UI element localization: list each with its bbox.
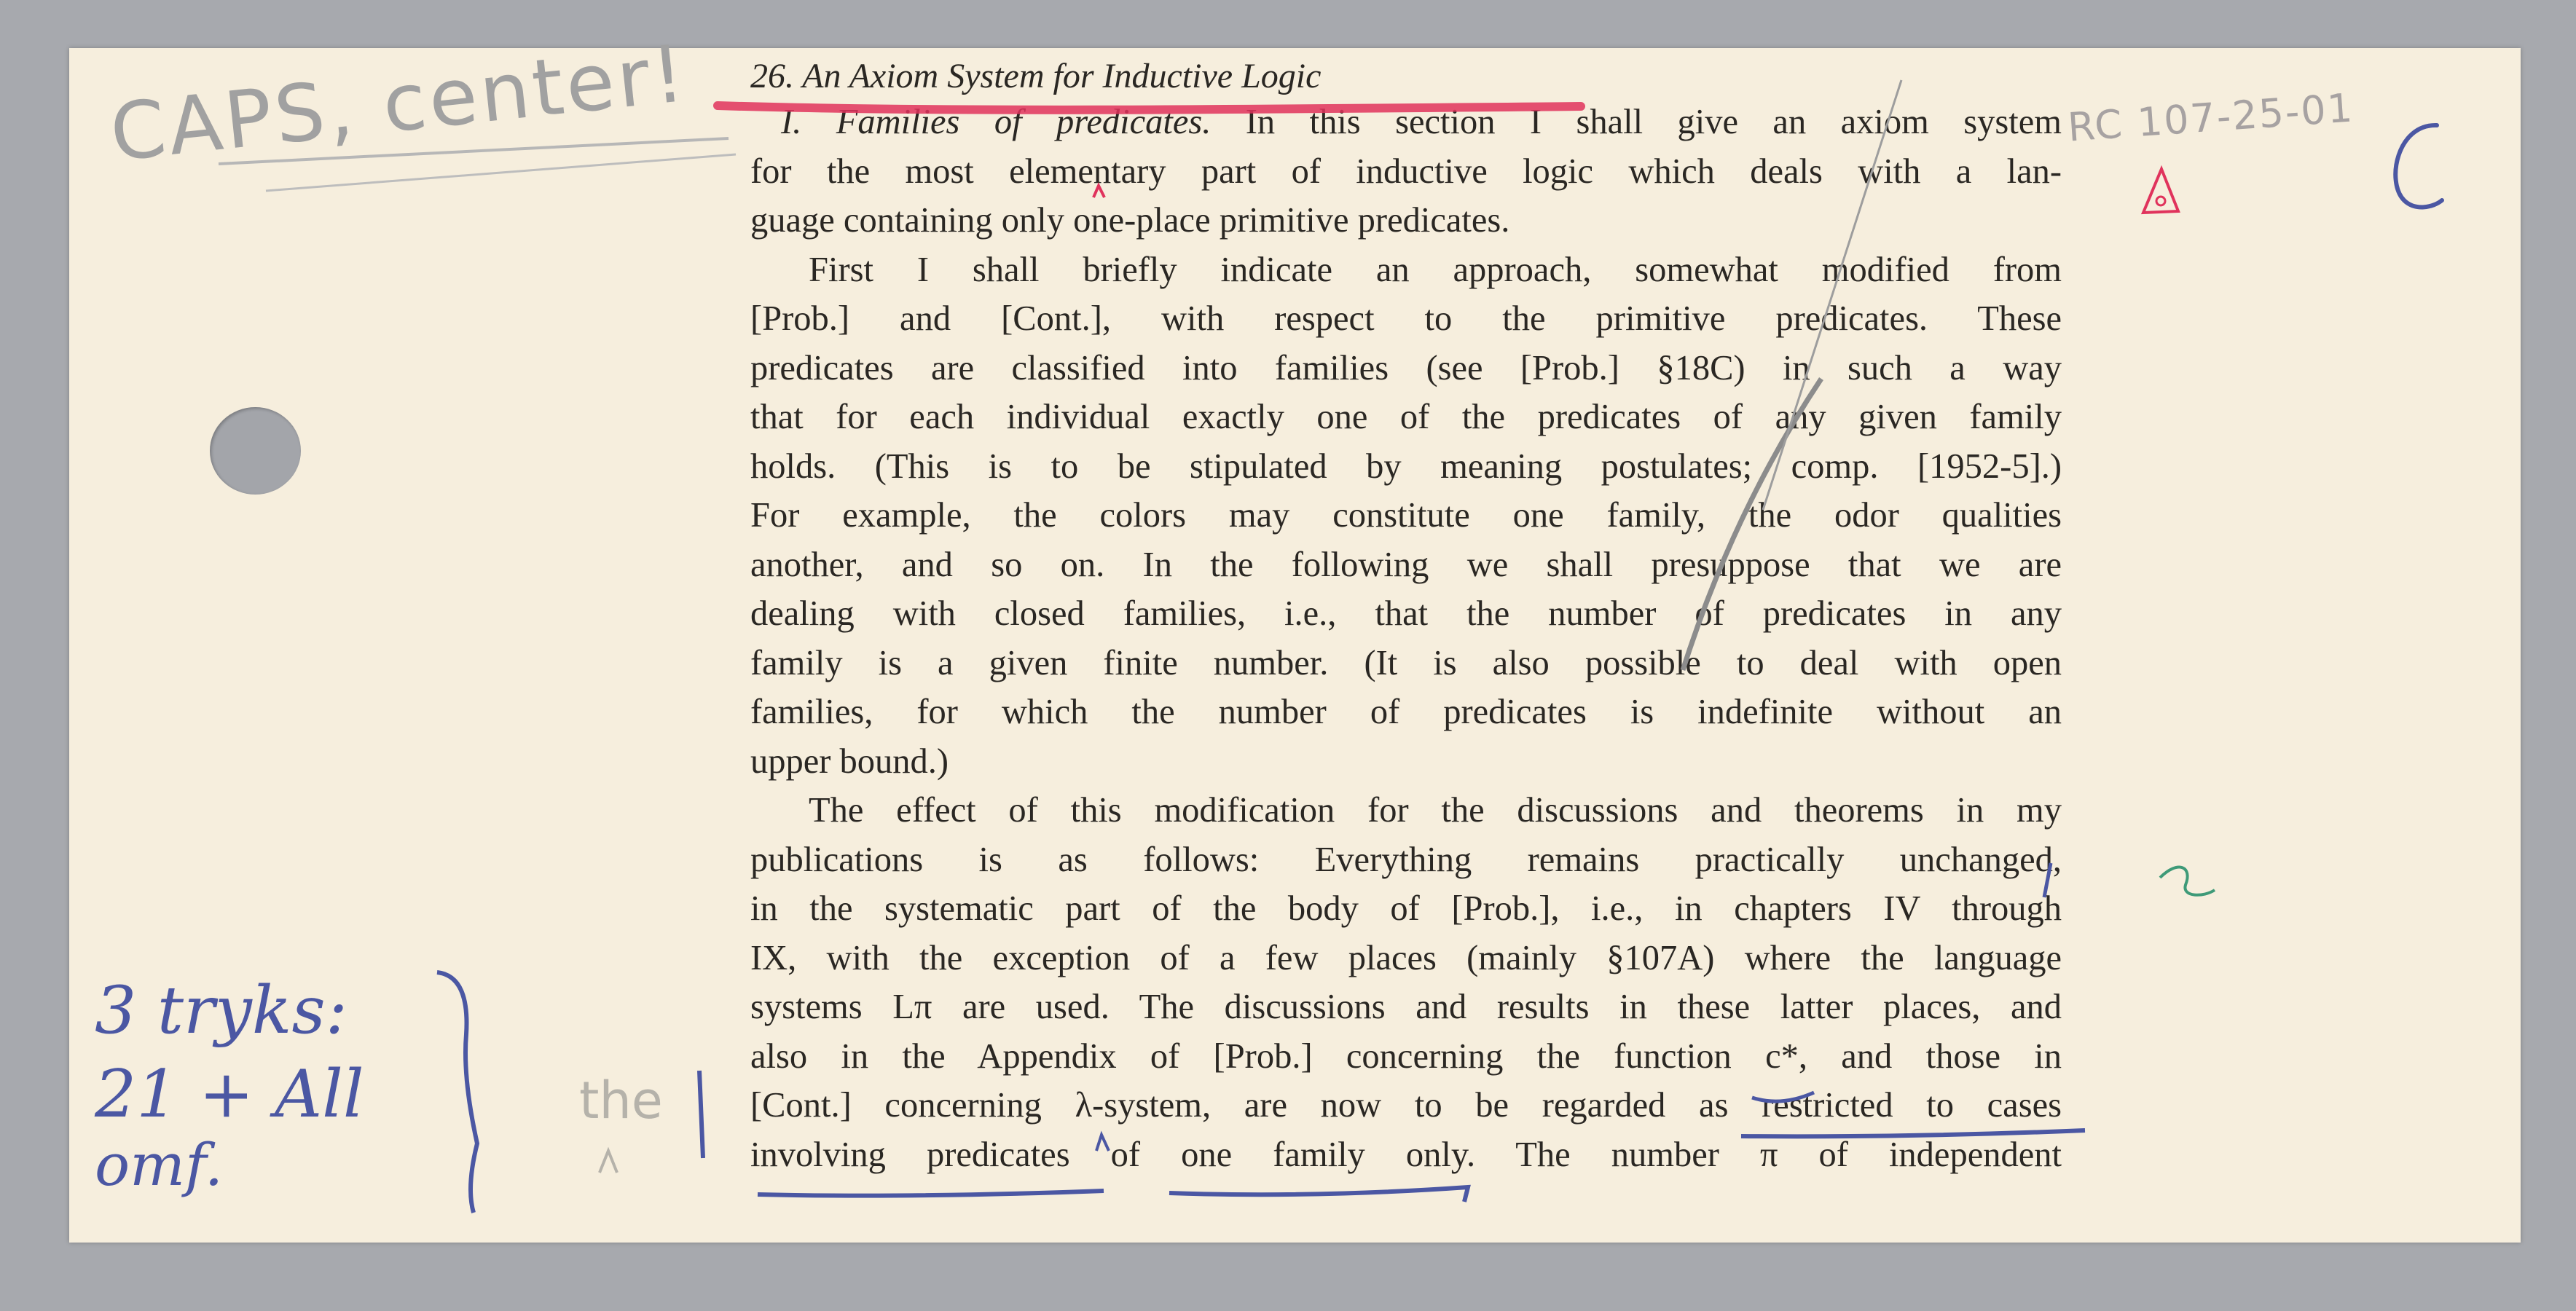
- catalog-number-pencil: RC 107-25-01: [2066, 84, 2355, 151]
- text-line: systems Lπ are used. The discussions and results in these latter places, and: [750, 988, 2062, 1026]
- text-line: IX, with the exception of a few places (mainly §107A) where the language: [750, 938, 2062, 977]
- blue-margin-note-line: 21 + All: [95, 1056, 364, 1133]
- text-line: predicates are classified into families (see [Prob.] §18C) in such a way: [750, 348, 2062, 387]
- text-line: involving predicates of one family only. The number π of independent: [750, 1135, 2062, 1174]
- text-line: For example, the colors may constitute one family, the odor qualities: [750, 496, 2062, 535]
- blue-margin-note-line: omf.: [95, 1131, 224, 1199]
- text-line: also in the Appendix of [Prob.] concerning the function c*, and those in: [750, 1036, 2062, 1076]
- text-line: [750, 98, 2062, 147]
- section-heading: 26. An Axiom System for Inductive Logic: [750, 57, 1322, 95]
- text-line-content: In this section I shall give an axiom system: [1211, 103, 2062, 141]
- document-body: [750, 55, 2062, 1179]
- caps-center-note: CAPS, center!: [106, 28, 691, 180]
- text-line: The effect of this modification for the discussions and theorems in my: [809, 791, 2062, 830]
- text-line: guage containing only one-place primitive predicates.: [750, 201, 1510, 240]
- text-line: dealing with closed families, i.e., that the number of predicates in any: [750, 594, 2062, 633]
- text-line: another, and so on. In the following we shall presuppose that we are: [750, 545, 2062, 584]
- text-line: publications is as follows: Everything remains practically unchanged,: [750, 840, 2062, 879]
- blue-margin-note-line: 3 tryks:: [95, 972, 347, 1049]
- subsection-title: I. Families of predicates.: [781, 103, 1212, 141]
- text-line: family is a given finite number. (It is also possible to deal with open: [750, 643, 2062, 682]
- text-line: holds. (This is to be stipulated by meaning postulates; comp. [1952-5].): [750, 446, 2062, 486]
- text-line: in the systematic part of the body of [Prob.], i.e., in chapters IV through: [750, 889, 2062, 928]
- text-line: for the most elementary part of inductive logic which deals with a lan-: [750, 151, 2062, 191]
- text-line: First I shall briefly indicate an approach, somewhat modified from: [809, 250, 2062, 289]
- text-line: upper bound.): [750, 741, 949, 781]
- margin-insert-the: the: [579, 1071, 663, 1130]
- punch-hole: [210, 407, 301, 495]
- text-line: that for each individual exactly one of the predicates of any given family: [750, 398, 2062, 436]
- text-line: [Cont.] concerning λ-system, are now to be regarded as restricted to cases: [750, 1086, 2062, 1125]
- text-line: families, for which the number of predicates is indefinite without an: [750, 693, 2062, 731]
- text-line: [Prob.] and [Cont.], with respect to the primitive predicates. These: [750, 299, 2062, 338]
